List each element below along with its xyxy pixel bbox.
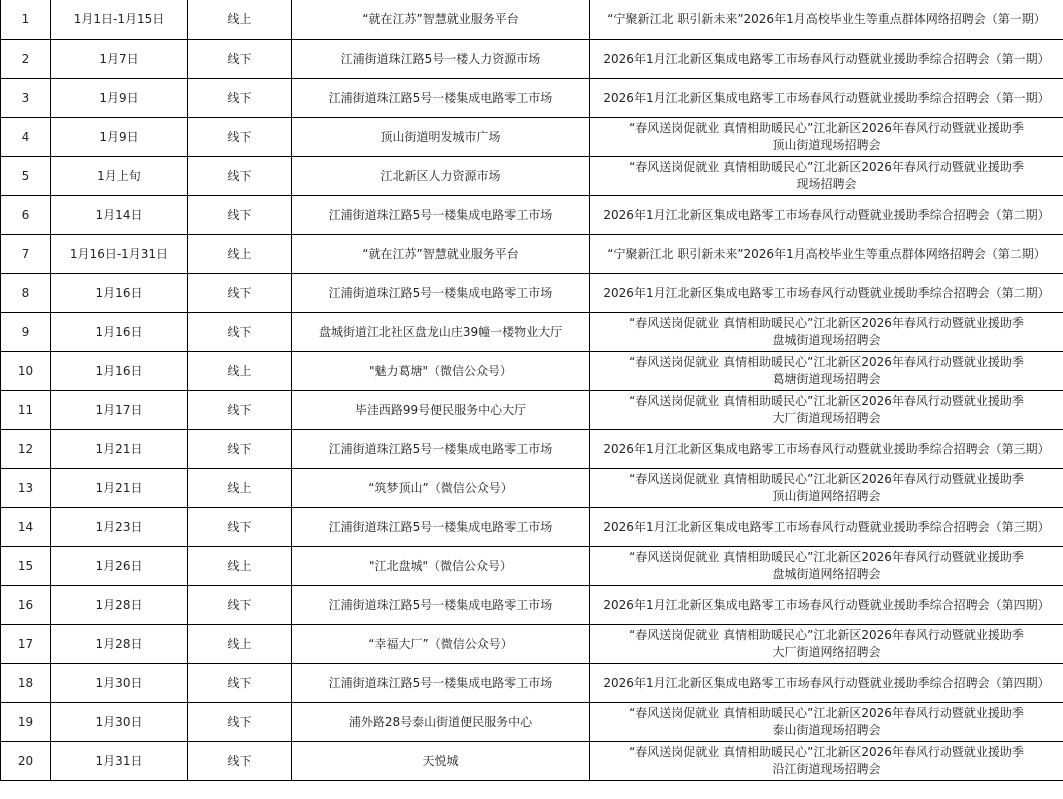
table-row: [1, 391, 1063, 430]
event-date: 1月9日: [51, 79, 188, 118]
event-mode: 线上: [188, 352, 292, 391]
table-row: [1, 547, 1063, 586]
schedule-table-body: [1, 0, 1063, 781]
event-date: 1月26日: [51, 547, 188, 586]
event-location: "魅力葛塘"（微信公众号）: [292, 352, 590, 391]
event-mode: 线下: [188, 508, 292, 547]
event-mode: 线下: [188, 157, 292, 196]
event-date: 1月16日: [51, 352, 188, 391]
row-number: 8: [1, 274, 51, 313]
event-name-line: 大厂街道现场招聘会: [772, 411, 881, 425]
event-name: [590, 586, 1063, 625]
row-number: 3: [1, 79, 51, 118]
event-date: 1月17日: [51, 391, 188, 430]
event-name-line: “春风送岗促就业 真情相助暖民心”江北新区2026年春风行动暨就业援助季: [629, 394, 1024, 408]
row-number: 13: [1, 469, 51, 508]
event-location: 江浦街道珠江路5号一楼集成电路零工市场: [292, 430, 590, 469]
event-location: 天悦城: [292, 742, 590, 781]
event-name: [590, 352, 1063, 391]
event-name-line: 2026年1月江北新区集成电路零工市场春风行动暨就业援助季综合招聘会（第三期）: [603, 519, 1050, 534]
event-location: 江北新区人力资源市场: [292, 157, 590, 196]
event-location: "江北盘城"（微信公众号）: [292, 547, 590, 586]
event-name: [590, 547, 1063, 586]
event-name: [590, 703, 1063, 742]
event-name: [590, 664, 1063, 703]
event-mode: 线下: [188, 40, 292, 79]
event-date: 1月16日-1月31日: [51, 235, 188, 274]
row-number: 16: [1, 586, 51, 625]
event-name: [590, 79, 1063, 118]
event-date: 1月上旬: [51, 157, 188, 196]
event-name: [590, 157, 1063, 196]
event-mode: 线上: [188, 469, 292, 508]
event-name-line: 盘城街道网络招聘会: [772, 567, 881, 581]
event-date: 1月23日: [51, 508, 188, 547]
event-location: 江浦街道珠江路5号一楼集成电路零工市场: [292, 196, 590, 235]
row-number: 18: [1, 664, 51, 703]
event-location: 顶山街道明发城市广场: [292, 118, 590, 157]
table-row: [1, 157, 1063, 196]
event-location: 江浦街道珠江路5号一楼集成电路零工市场: [292, 508, 590, 547]
event-name-line: 2026年1月江北新区集成电路零工市场春风行动暨就业援助季综合招聘会（第二期）: [603, 207, 1050, 222]
event-mode: 线下: [188, 586, 292, 625]
table-row: [1, 508, 1063, 547]
table-row: [1, 703, 1063, 742]
event-name: [590, 430, 1063, 469]
event-name: [590, 274, 1063, 313]
event-name-line: “宁聚新江北 职引新未来”2026年1月高校毕业生等重点群体网络招聘会（第一期）: [607, 12, 1046, 26]
event-mode: 线下: [188, 430, 292, 469]
event-mode: 线下: [188, 391, 292, 430]
event-mode: 线下: [188, 196, 292, 235]
row-number: 20: [1, 742, 51, 781]
event-name-line: 2026年1月江北新区集成电路零工市场春风行动暨就业援助季综合招聘会（第四期）: [603, 597, 1050, 612]
event-date: 1月31日: [51, 742, 188, 781]
event-date: 1月7日: [51, 40, 188, 79]
event-name-line: 2026年1月江北新区集成电路零工市场春风行动暨就业援助季综合招聘会（第三期）: [603, 441, 1050, 456]
row-number: 19: [1, 703, 51, 742]
event-mode: 线下: [188, 118, 292, 157]
row-number: 15: [1, 547, 51, 586]
event-location: 盘城街道江北社区盘龙山庄39幢一楼物业大厅: [292, 313, 590, 352]
event-date: 1月30日: [51, 664, 188, 703]
table-row: [1, 196, 1063, 235]
table-row: [1, 430, 1063, 469]
event-date: 1月21日: [51, 469, 188, 508]
event-mode: 线上: [188, 547, 292, 586]
event-date: 1月28日: [51, 625, 188, 664]
event-mode: 线上: [188, 625, 292, 664]
row-number: 14: [1, 508, 51, 547]
event-name-line: “春风送岗促就业 真情相助暖民心”江北新区2026年春风行动暨就业援助季: [629, 160, 1024, 174]
event-name-line: “春风送岗促就业 真情相助暖民心”江北新区2026年春风行动暨就业援助季: [629, 355, 1024, 369]
event-name-line: 沿江街道现场招聘会: [772, 762, 881, 776]
row-number: 10: [1, 352, 51, 391]
event-name: [590, 0, 1063, 40]
table-row: [1, 0, 1063, 40]
table-row: [1, 352, 1063, 391]
event-location: “就在江苏”智慧就业服务平台: [292, 0, 590, 40]
event-location: “幸福大厂”（微信公众号）: [292, 625, 590, 664]
row-number: 7: [1, 235, 51, 274]
table-row: [1, 469, 1063, 508]
row-number: 5: [1, 157, 51, 196]
event-name-line: 大厂街道网络招聘会: [772, 645, 881, 659]
event-name: [590, 742, 1063, 781]
table-row: [1, 79, 1063, 118]
event-location: 毕洼西路99号便民服务中心大厅: [292, 391, 590, 430]
event-name: [590, 196, 1063, 235]
event-name-line: 顶山街道现场招聘会: [772, 138, 881, 152]
event-date: 1月9日: [51, 118, 188, 157]
table-row: [1, 118, 1063, 157]
event-name: [590, 391, 1063, 430]
event-name-line: “春风送岗促就业 真情相助暖民心”江北新区2026年春风行动暨就业援助季: [629, 550, 1024, 564]
row-number: 11: [1, 391, 51, 430]
event-mode: 线上: [188, 0, 292, 40]
event-name-line: 盘城街道现场招聘会: [772, 333, 881, 347]
row-number: 1: [1, 0, 51, 40]
event-name-line: 2026年1月江北新区集成电路零工市场春风行动暨就业援助季综合招聘会（第一期）: [603, 90, 1050, 105]
event-location: 江浦街道珠江路5号一楼集成电路零工市场: [292, 586, 590, 625]
event-name-line: “春风送岗促就业 真情相助暖民心”江北新区2026年春风行动暨就业援助季: [629, 628, 1024, 642]
row-number: 2: [1, 40, 51, 79]
table-row: [1, 625, 1063, 664]
event-name: [590, 625, 1063, 664]
event-name-line: 顶山街道网络招聘会: [772, 489, 881, 503]
event-name: [590, 313, 1063, 352]
event-name-line: 葛塘街道现场招聘会: [772, 372, 881, 386]
event-name-line: “宁聚新江北 职引新未来”2026年1月高校毕业生等重点群体网络招聘会（第二期）: [607, 246, 1046, 261]
event-mode: 线下: [188, 313, 292, 352]
table-row: [1, 742, 1063, 781]
event-name-line: 现场招聘会: [796, 177, 857, 191]
table-row: [1, 586, 1063, 625]
event-date: 1月16日: [51, 274, 188, 313]
event-name: [590, 508, 1063, 547]
row-number: 9: [1, 313, 51, 352]
table-row: [1, 40, 1063, 79]
event-date: 1月1日-1月15日: [51, 0, 188, 40]
event-name-line: “春风送岗促就业 真情相助暖民心”江北新区2026年春风行动暨就业援助季: [629, 745, 1024, 759]
event-date: 1月16日: [51, 313, 188, 352]
event-location: 江浦街道珠江路5号一楼人力资源市场: [292, 40, 590, 79]
event-name: [590, 235, 1063, 274]
event-name-line: 2026年1月江北新区集成电路零工市场春风行动暨就业援助季综合招聘会（第四期）: [603, 675, 1050, 690]
event-location: “筑梦顶山”（微信公众号）: [292, 469, 590, 508]
event-date: 1月28日: [51, 586, 188, 625]
event-mode: 线下: [188, 742, 292, 781]
row-number: 6: [1, 196, 51, 235]
event-mode: 线下: [188, 703, 292, 742]
event-date: 1月21日: [51, 430, 188, 469]
event-name-line: “春风送岗促就业 真情相助暖民心”江北新区2026年春风行动暨就业援助季: [629, 121, 1024, 135]
event-mode: 线下: [188, 79, 292, 118]
event-location: 江浦街道珠江路5号一楼集成电路零工市场: [292, 79, 590, 118]
event-name-line: “春风送岗促就业 真情相助暖民心”江北新区2026年春风行动暨就业援助季: [629, 706, 1024, 720]
event-date: 1月30日: [51, 703, 188, 742]
event-location: 江浦街道珠江路5号一楼集成电路零工市场: [292, 274, 590, 313]
event-name-line: “春风送岗促就业 真情相助暖民心”江北新区2026年春风行动暨就业援助季: [629, 316, 1024, 330]
table-row: [1, 274, 1063, 313]
event-name: [590, 118, 1063, 157]
event-location: “就在江苏”智慧就业服务平台: [292, 235, 590, 274]
table-row: [1, 313, 1063, 352]
table-row: [1, 235, 1063, 274]
table-row: [1, 664, 1063, 703]
row-number: 4: [1, 118, 51, 157]
event-name: [590, 469, 1063, 508]
event-mode: 线上: [188, 235, 292, 274]
event-name-line: 泰山街道现场招聘会: [772, 723, 881, 737]
event-date: 1月14日: [51, 196, 188, 235]
row-number: 12: [1, 430, 51, 469]
event-name-line: 2026年1月江北新区集成电路零工市场春风行动暨就业援助季综合招聘会（第一期）: [603, 51, 1050, 66]
event-name-line: 2026年1月江北新区集成电路零工市场春风行动暨就业援助季综合招聘会（第二期）: [603, 285, 1050, 300]
event-name: [590, 40, 1063, 79]
row-number: 17: [1, 625, 51, 664]
event-name-line: “春风送岗促就业 真情相助暖民心”江北新区2026年春风行动暨就业援助季: [629, 472, 1024, 486]
event-mode: 线下: [188, 664, 292, 703]
event-location: 江浦街道珠江路5号一楼集成电路零工市场: [292, 664, 590, 703]
event-mode: 线下: [188, 274, 292, 313]
event-location: 浦外路28号泰山街道便民服务中心: [292, 703, 590, 742]
